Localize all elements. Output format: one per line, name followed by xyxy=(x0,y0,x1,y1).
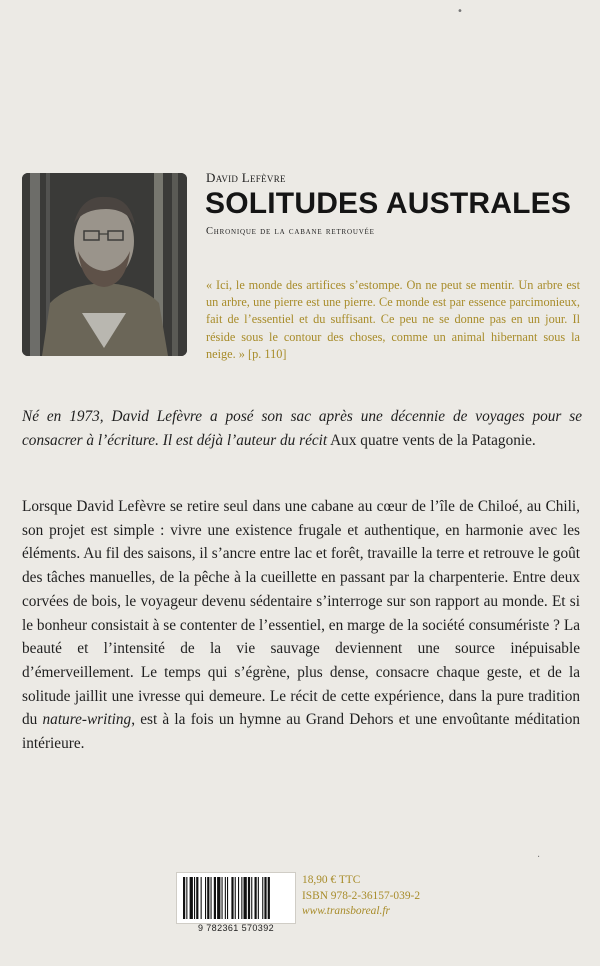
book-summary xyxy=(22,495,580,756)
barcode-number: 9 782361 570392 xyxy=(197,923,275,933)
book-title: SOLITUDES AUSTRALES xyxy=(205,187,572,220)
author-bio-italic: Né en 1973, David Lefèvre a posé son sac après une décennie de voyages pour se consacrer à l’écriture. Il est déjà l’auteur du récit xyxy=(22,408,582,449)
isbn: ISBN 978-2-36157-039-2 xyxy=(302,889,421,902)
price: 18,90 € TTC xyxy=(302,874,361,886)
summary-text-1: Lorsque David Lefèvre se retire seul dans une cabane au cœur de l’île de Chiloé, au Chili, son projet est simple : vivre une existence frugale et authentique, en harmonie avec les éléments. Au fil des saisons, il s’ancre entre lac et forêt, travaille la terre et retrouve le goût des tâches manuelles, de la pêche à la cueillette en passant par la charpenterie. Entre deux corvées de bois, le voyageur devenu sédentaire s’interroge sur son rapport au monde. Et si le bonheur consistait à se contenter de l’essentiel, en marge de la société consumériste ? La beauté et l’intensité de la vie sauvage deviennent une source inépuisable d’émerveillement. Le temps qui s’égrène, plus dense, consacre chaque geste, et de la solitude jaillit une ivresse qui demeure. Le récit de cette expérience, dans la pure tradition du xyxy=(22,498,580,729)
summary-text-2: , est à la fois un hymne au Grand Dehors et une envoûtante méditation intérieure. xyxy=(22,711,580,753)
publication-info xyxy=(302,873,420,920)
corner-mark: · xyxy=(537,852,541,863)
publisher-url[interactable]: www.transboreal.fr xyxy=(302,905,390,917)
previous-book-title: Aux quatre vents de la Patagonie. xyxy=(327,431,536,449)
excerpt-quote: « Ici, le monde des artifices s’estompe. On ne peut se mentir. Un arbre est un arbre, une pierre est une pierre. Ce monde est par essence parcimonieux, fait de l’essentiel et du suffisant. Ce peu ne se donne pas en un jour. Il réside sous le contour des choses, comme un animal hibernant sous la neige. » [p. 110] xyxy=(206,278,580,361)
corner-mark: • xyxy=(457,6,463,17)
author-name: David Lefèvre xyxy=(206,170,286,185)
isbn-barcode xyxy=(176,872,296,924)
book-subtitle: Chronique de la cabane retrouvée xyxy=(206,226,375,237)
author-photo xyxy=(22,173,187,356)
summary-italic: nature-writing xyxy=(42,711,132,729)
author-bio xyxy=(22,405,582,453)
